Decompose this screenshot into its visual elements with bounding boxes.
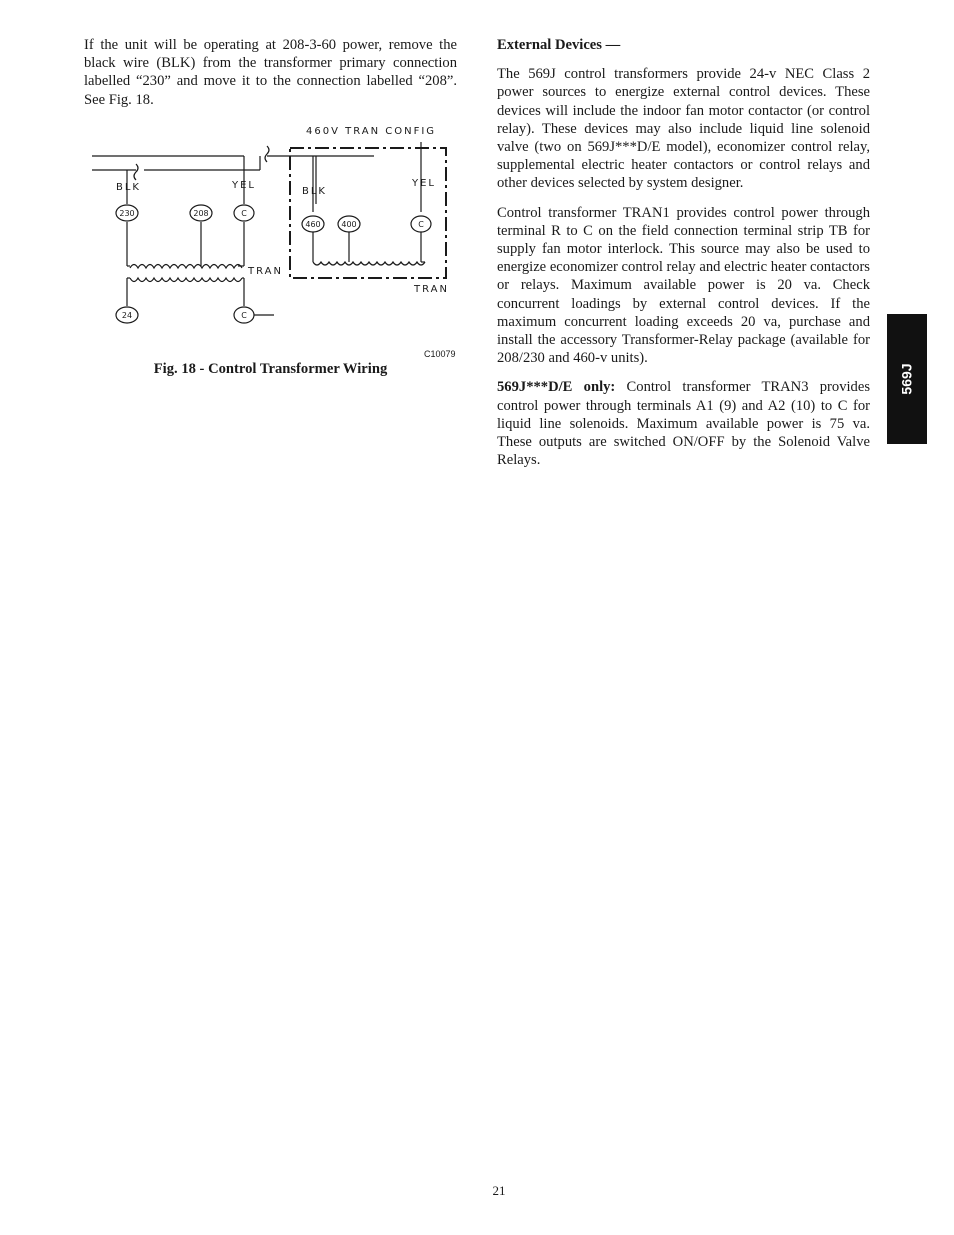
terminal-c-secondary-label: C: [241, 311, 247, 320]
config-label: 460V TRAN CONFIG: [306, 126, 437, 137]
terminal-24-label: 24: [121, 311, 133, 320]
paragraph-3: [497, 378, 870, 469]
transformer-wiring-figure: [84, 116, 464, 366]
model-side-tab: [887, 314, 927, 444]
page-number: 21: [492, 1183, 506, 1198]
side-tab-label: 569J: [899, 363, 915, 395]
intro-paragraph: If the unit will be operating at 208-3-60 power, remove the black wire (BLK) from the transformer primary connection labelled “230” and move it to the connection labelled “208”. See Fig. 18.: [84, 37, 457, 108]
tran-label: TRAN: [248, 266, 283, 277]
terminal-400-label: 400: [341, 220, 357, 229]
terminal-460-label: 460: [305, 220, 321, 229]
terminal-230-label: 230: [119, 209, 135, 218]
section-heading: External Devices —: [497, 37, 621, 53]
figure-id: C10079: [424, 349, 456, 359]
paragraph-1: The 569J control transformers provide 24-v NEC Class 2 power sources to energize external control devices. These devices will include the indoor fan motor contactor (or control relay). These devices may also include liquid line solenoid valve (two on 569J***D/E model), economizer control relay, supplemental electric heater contactors or control relays and other devices selected by system designer.: [497, 66, 870, 192]
terminal-208-label: 208: [193, 209, 209, 218]
right-tran-label: TRAN: [414, 284, 449, 295]
left-blk-label: BLK: [116, 182, 141, 193]
wiring-diagram: [84, 116, 464, 366]
right-column: [497, 36, 870, 480]
left-column: [84, 36, 457, 109]
terminal-c-primary-label: C: [241, 209, 247, 218]
left-yel-label: YEL: [232, 180, 256, 191]
paragraph-2: Control transformer TRAN1 provides control power through terminal R to C on the field connection terminal strip TB for supply fan motor interlock. This source may also be used to energize economizer control relay and electric heater contactors or relays. Maximum available power is 20 va. Check concurrent loadings by external control devices. If the maximum concurrent loading exceeds 20 va, purchase and install the accessory Transformer-Relay package (available for 208/230 and 460-v units).: [497, 204, 870, 367]
paragraph-3-body: Control transformer TRAN3 provides control power through terminals A1 (9) and A2 (10) to C for liquid line solenoids. Maximum available power is 75 va. These outputs are switched ON/OFF by the Solenoid Valve Relays.: [497, 379, 871, 469]
right-blk-label: BLK: [302, 186, 327, 197]
terminal-c-right-label: C: [418, 220, 424, 229]
paragraph-3-lead: 569J***D/E only:: [497, 379, 616, 396]
figure-caption: Fig. 18 - Control Transformer Wiring: [153, 361, 388, 377]
right-yel-label: YEL: [412, 178, 436, 189]
